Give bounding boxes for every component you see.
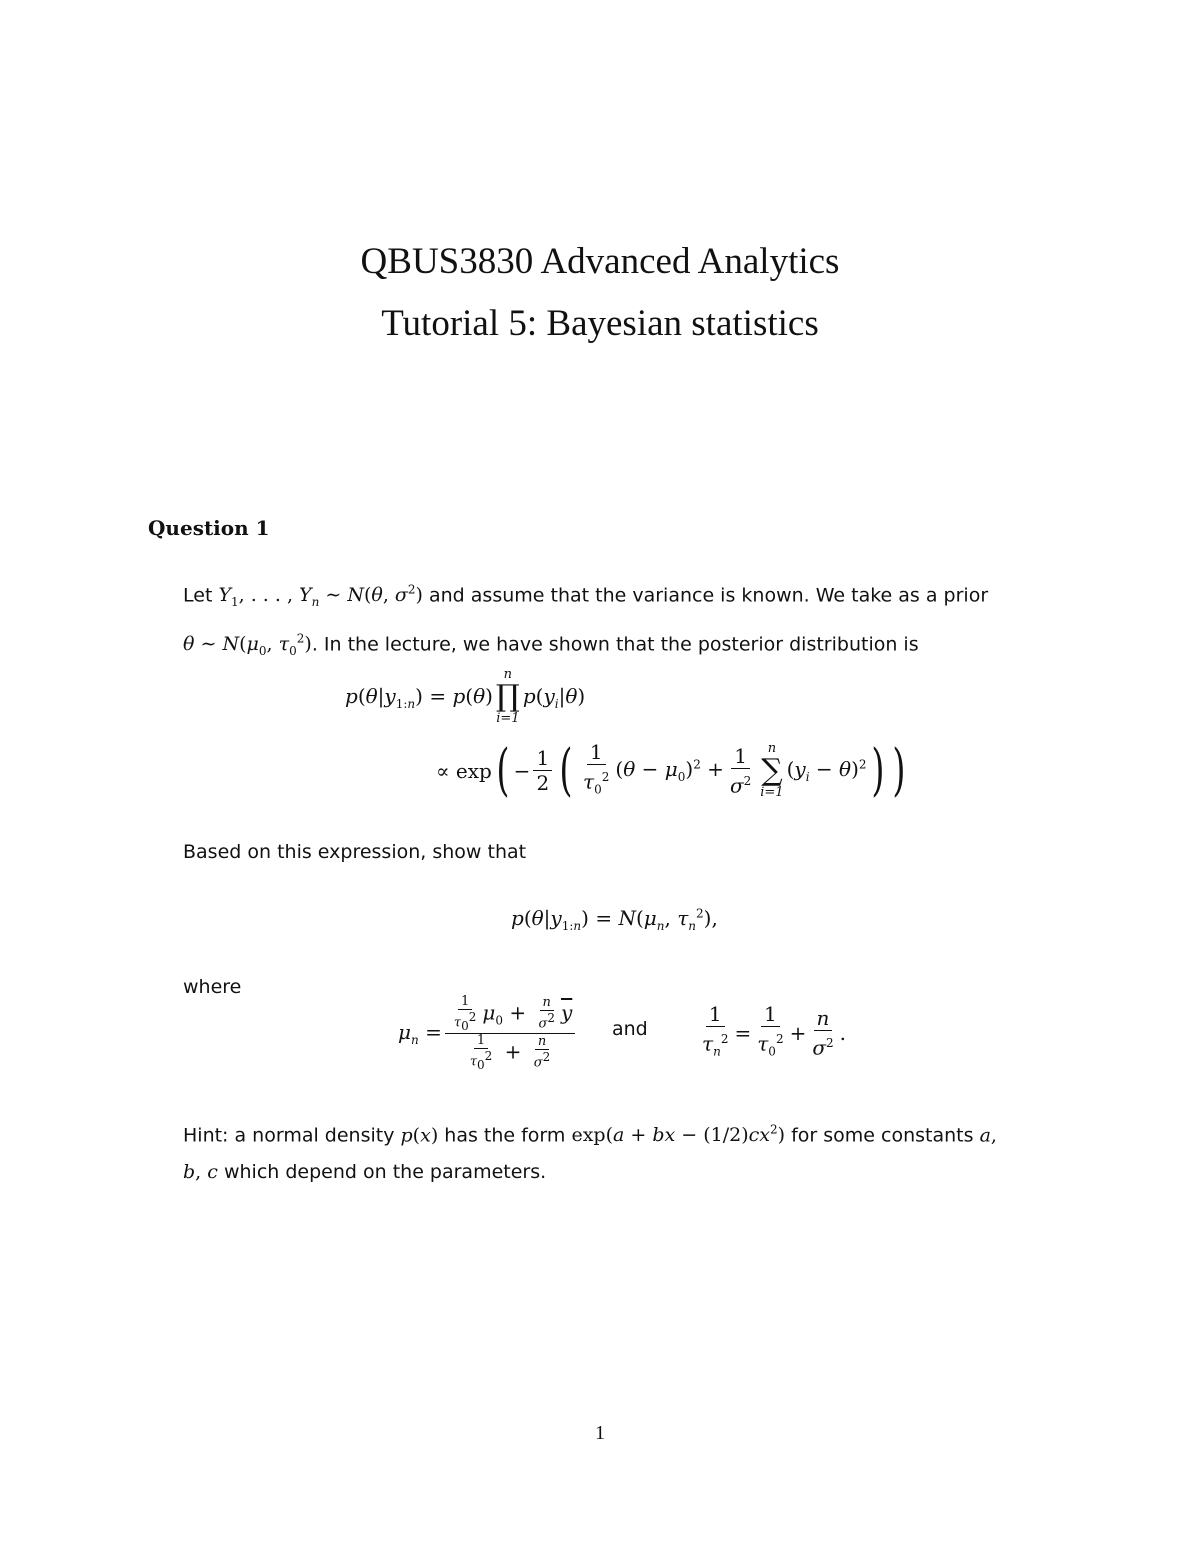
document-title: QBUS3830 Advanced Analytics xyxy=(360,241,840,282)
question-intro: Let $Y_1$, . . . , $Y_n$ ∼ N(θ, $\sigma^2$) and assume that the variance is known. We take as a prior θ ∼ $N(\mu_0$, $\tau_0^2$). In the lecture, we have shown that the posterior distribution is xyxy=(183,583,989,659)
hint-text: Hint: a normal density p(x) has the form exp(a + bx − $(1/2)cx^2$) for some constants a, b, c which depend on the parameters. xyxy=(183,1123,997,1184)
question-heading: Question 1 xyxy=(148,516,270,540)
posterior-equation-line2: ∝ exp ( − $\frac{1}{2}$ ( $\frac{1}{\tau_0^2}$ $(\theta - \mu_0)^2$ + $\frac{1}{\sigma^2}$ n ∑ i=1 $(y_i - \theta)^2$ ) ) xyxy=(436,737,906,803)
show-text: Based on this expression, show that xyxy=(183,841,527,863)
posterior-equation-line1: $p(\theta|y_{1:n}) = p(\theta)$ n ∏ i=1 $p(y_i|\theta)$ xyxy=(345,667,586,726)
hint-part-2: has the form xyxy=(438,1124,572,1147)
document-subtitle: Tutorial 5: Bayesian statistics xyxy=(381,303,819,344)
and-text: and xyxy=(612,1018,648,1040)
tau-n-equation: $\frac{1}{\tau_n^2}$ = $\frac{1}{\tau_0^2}$ + $\frac{n}{\sigma^2}$ . xyxy=(702,1002,846,1060)
result-equation: $p(\theta|y_{1:n}) = N(\mu_n$, $\tau_n^2$), xyxy=(511,906,718,933)
hint-part-1: Hint: a normal density xyxy=(183,1124,401,1147)
mu-n-equation: $\mu_n$ = $\frac{1}{\tau_0^2}$ $\mu_0$ + $\frac{n}{\sigma^2}$ $\overline{y}$ $\frac{1}{\tau_0^2}$ + $\frac{n}{\sigma^2}$ xyxy=(398,995,578,1072)
hint-part-4: which depend on the parameters. xyxy=(217,1161,547,1184)
intro-text-1: and assume that the variance is known. We take as a prior xyxy=(422,584,989,607)
where-text: where xyxy=(183,976,242,998)
hint-part-3: for some constants xyxy=(785,1124,980,1147)
page-number: 1 xyxy=(595,1422,605,1444)
intro-text-2: . In the lecture, we have shown that the posterior distribution is xyxy=(311,633,919,656)
